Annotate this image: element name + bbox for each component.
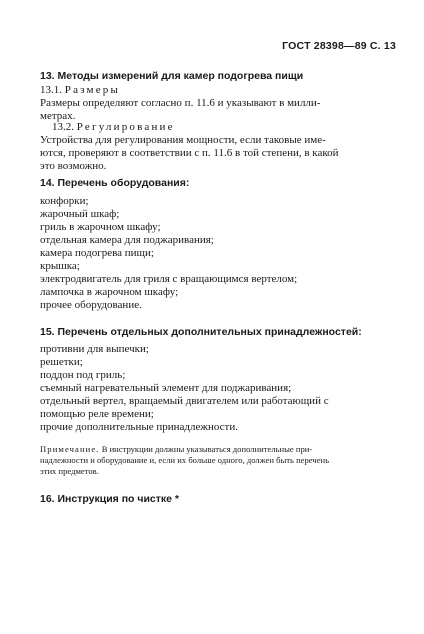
accessory-list-item: противни для выпечки;	[40, 343, 149, 355]
page-header: ГОСТ 28398—89 С. 13	[282, 40, 396, 52]
subsection-13-1-title: Размеры	[64, 84, 121, 96]
paragraph-13-2-line-3: это возможно.	[40, 160, 107, 172]
equipment-list-item: лампочка в жарочном шкафу;	[40, 286, 179, 298]
note-line-1	[40, 445, 312, 454]
subsection-13-2-number: 13.2.	[52, 121, 74, 133]
note-text-1: В инструкции должны указываться дополнительные при-	[101, 444, 313, 454]
equipment-list-item: конфорки;	[40, 195, 89, 207]
equipment-list-item: прочее оборудование.	[40, 299, 142, 311]
section-13-title: 13. Методы измерений для камер подогрева пищи	[40, 70, 304, 82]
section-16-title: 16. Инструкция по чистке *	[40, 493, 180, 505]
section-14-title: 14. Перечень оборудования:	[40, 177, 190, 189]
note-line-3: этих предметов.	[40, 466, 99, 476]
section-15-title: 15. Перечень отдельных дополнительных принадлежностей:	[40, 326, 362, 338]
subsection-13-1-number: 13.1.	[40, 84, 62, 96]
accessory-list-item: отдельный вертел, вращаемый двигателем или работающий с	[40, 395, 329, 407]
paragraph-13-1-line-1: Размеры определяют согласно п. 11.6 и указывают в милли-	[40, 97, 321, 109]
subsection-13-2-title: Регулирование	[76, 121, 175, 133]
subsection-13-2-heading	[52, 121, 175, 133]
equipment-list-item: гриль в жарочном шкафу;	[40, 221, 161, 233]
accessory-list-item: съемный нагревательный элемент для поджаривания;	[40, 382, 292, 394]
accessory-list-item: решетки;	[40, 356, 83, 368]
note-label: Примечание.	[40, 444, 100, 454]
subsection-13-1-heading	[40, 84, 120, 96]
paragraph-13-2-line-2: ются, проверяют в соответствии с п. 11.6 в той степени, в какой	[40, 147, 339, 159]
accessory-list-item: прочие дополнительные принадлежности.	[40, 421, 238, 433]
accessory-list-item: помощью реле времени;	[40, 408, 154, 420]
accessory-list-item: поддон под гриль;	[40, 369, 126, 381]
equipment-list-item: электродвигатель для гриля с вращающимся вертелом;	[40, 273, 298, 285]
equipment-list-item: отдельная камера для поджаривания;	[40, 234, 214, 246]
equipment-list-item: камера подогрева пищи;	[40, 247, 154, 259]
paragraph-13-1-line-2: метрах.	[40, 110, 76, 122]
equipment-list-item: жарочный шкаф;	[40, 208, 120, 220]
note-line-2: надлежности и оборудование и, если их больше одного, должен быть перечень	[40, 455, 330, 465]
paragraph-13-2-line-1: Устройства для регулирования мощности, если таковые име-	[40, 134, 326, 146]
equipment-list-item: крышка;	[40, 260, 80, 272]
